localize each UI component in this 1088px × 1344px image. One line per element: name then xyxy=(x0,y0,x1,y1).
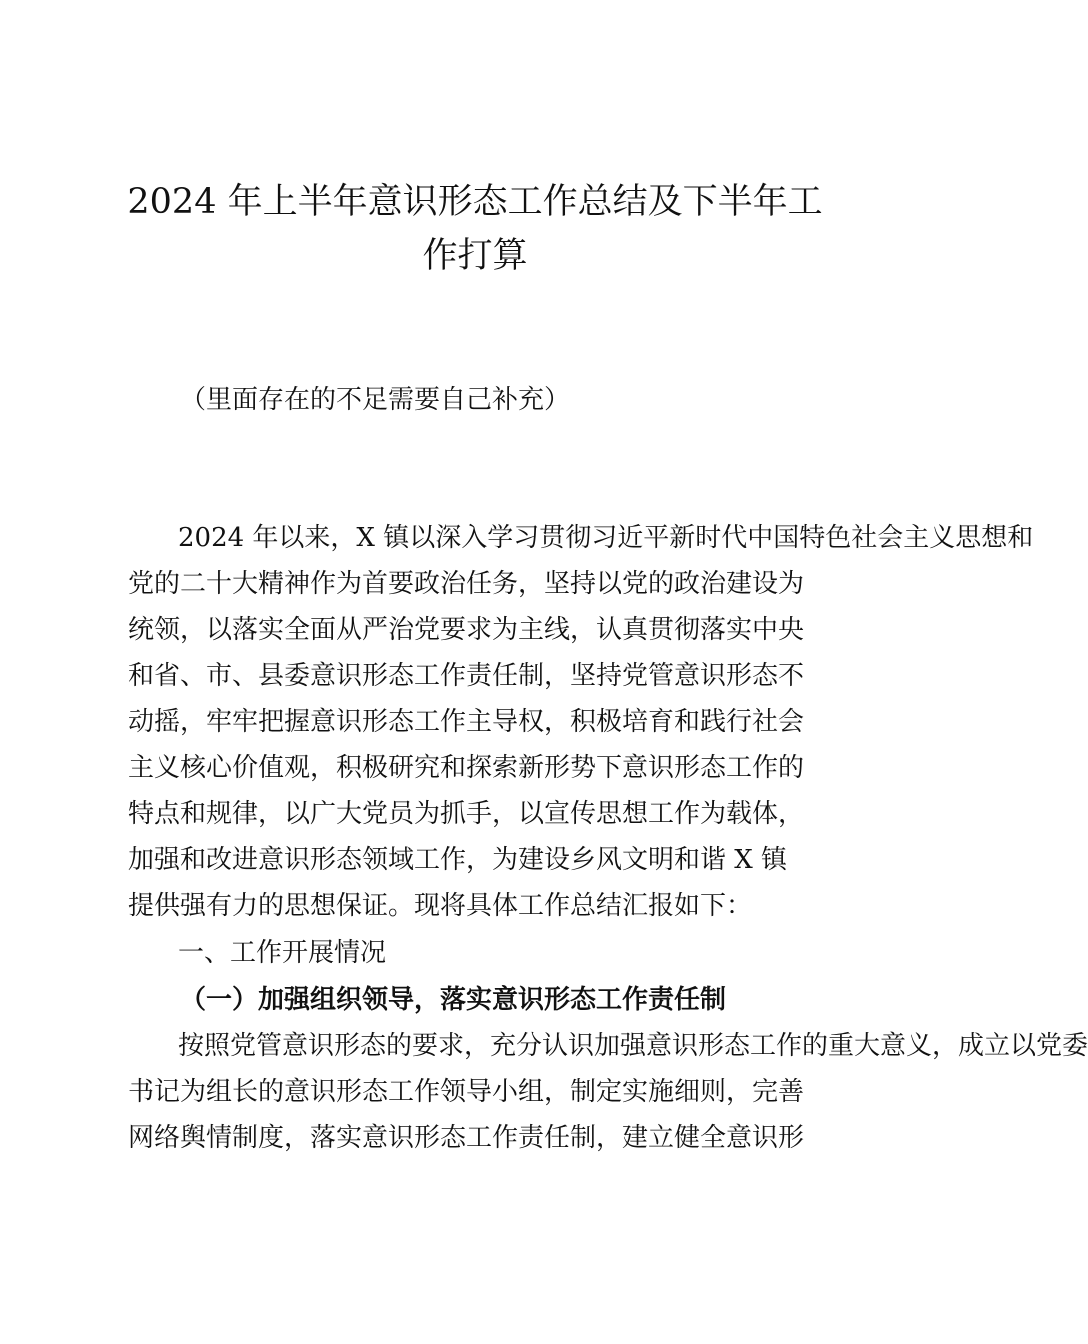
paragraph-1-line-8: 加强和改进意识形态领域工作，为建设乡风文明和谐 X 镇 xyxy=(128,845,788,875)
paragraph-1-line-9: 提供强有力的思想保证。现将具体工作总结汇报如下： xyxy=(128,891,753,921)
paragraph-2-line-2: 书记为组长的意识形态工作领导小组，制定实施细则，完善 xyxy=(128,1077,805,1107)
paragraph-1-line-5: 动摇，牢牢把握意识形态工作主导权，积极培育和践行社会 xyxy=(128,707,805,737)
editor-note: （里面存在的不足需要自己补充） xyxy=(180,385,571,415)
subsection-heading-1: （一）加强组织领导，落实意识形态工作责任制 xyxy=(180,985,727,1015)
paragraph-1-line-2: 党的二十大精神作为首要政治任务，坚持以党的政治建设为 xyxy=(128,569,805,599)
paragraph-2-line-3: 网络舆情制度，落实意识形态工作责任制，建立健全意识形 xyxy=(128,1123,805,1153)
section-heading-1: 一、工作开展情况 xyxy=(178,938,387,968)
paragraph-1-line-4: 和省、市、县委意识形态工作责任制，坚持党管意识形态不 xyxy=(128,661,805,691)
paragraph-1-line-3: 统领，以落实全面从严治党要求为主线，认真贯彻落实中央 xyxy=(128,615,805,645)
paragraph-1-line-6: 主义核心价值观，积极研究和探索新形势下意识形态工作的 xyxy=(128,753,805,783)
paragraph-1-line-7: 特点和规律，以广大党员为抓手，以宣传思想工作为载体， xyxy=(128,799,805,829)
document-title-line-1: 2024 年上半年意识形态工作总结及下半年工 xyxy=(127,182,823,222)
paragraph-1-line-1: 2024 年以来，X 镇以深入学习贯彻习近平新时代中国特色社会主义思想和 xyxy=(178,523,1034,553)
document-title-line-2: 作打算 xyxy=(422,236,528,276)
paragraph-2-line-1: 按照党管意识形态的要求，充分认识加强意识形态工作的重大意义，成立以党委 xyxy=(178,1031,1088,1061)
